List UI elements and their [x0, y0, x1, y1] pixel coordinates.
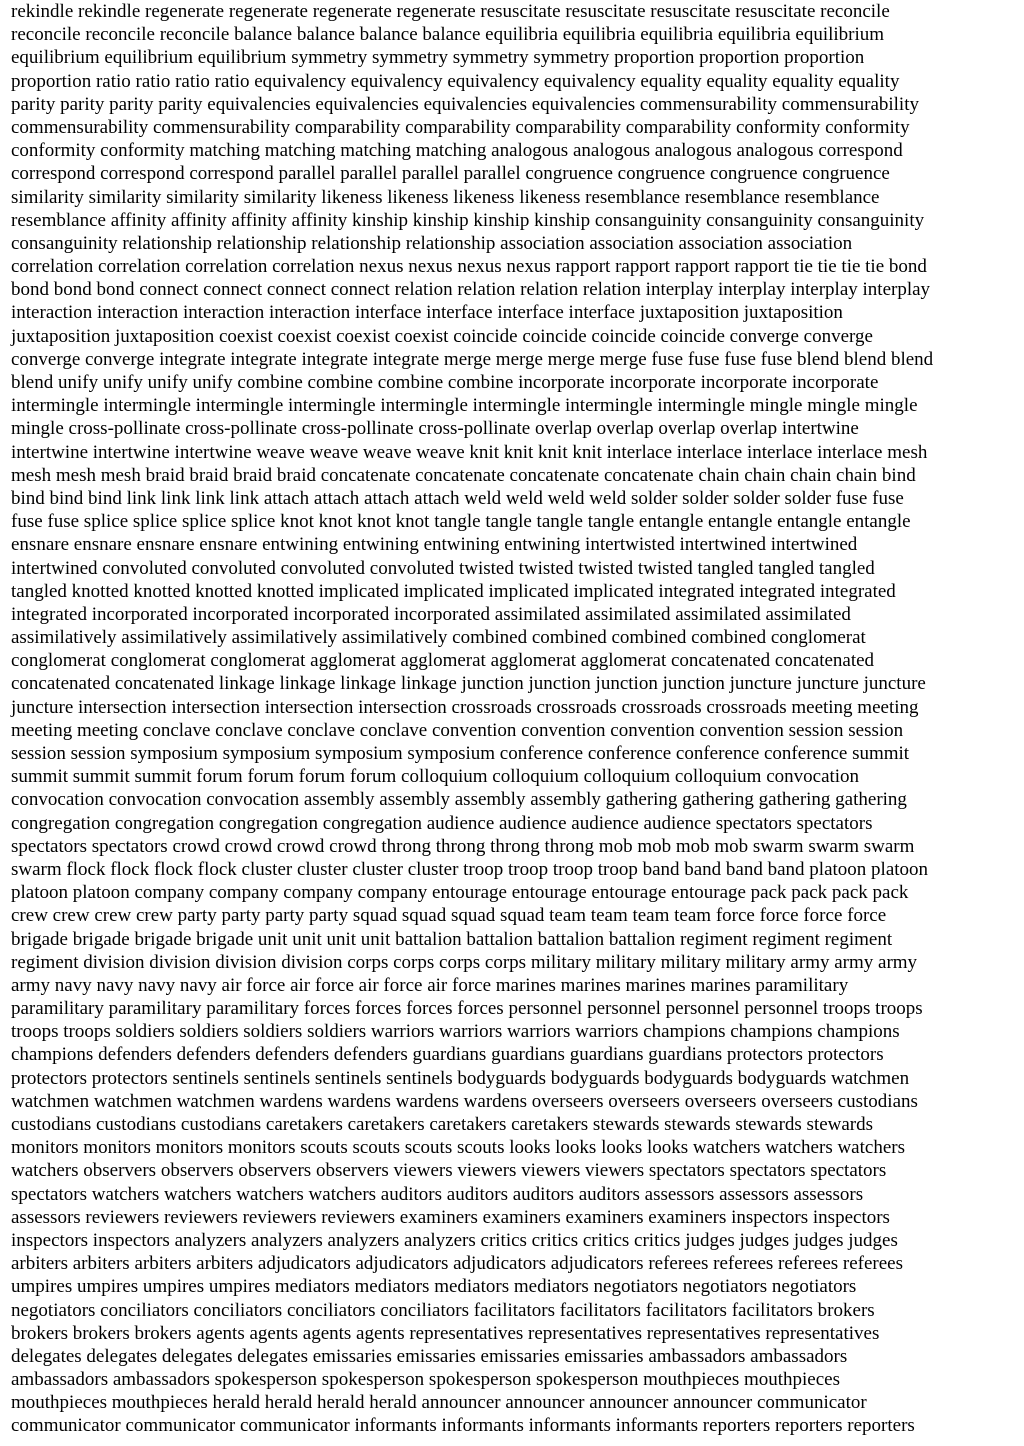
text-line: spectators spectators crowd crowd crowd crowd throng throng throng throng mob mob mob mob swarm swarm swarm — [11, 835, 915, 857]
text-line: crew crew crew crew party party party party squad squad squad squad team team team team force force force force — [11, 905, 887, 927]
text-line: summit summit summit forum forum forum forum colloquium colloquium colloquium colloquium convocation — [11, 766, 860, 788]
text-line: assessors reviewers reviewers reviewers reviewers examiners examiners examiners examiners inspectors inspectors — [11, 1206, 890, 1228]
text-line: bind bind bind link link link link attach attach attach attach weld weld weld weld solder solder solder solder fuse fuse — [11, 487, 904, 509]
text-line: integrated incorporated incorporated incorporated incorporated assimilated assimilated assimilated assimilated — [11, 603, 851, 625]
text-line: concatenated concatenated linkage linkage linkage linkage junction junction junction junction juncture juncture juncture — [11, 673, 926, 695]
text-line: equilibrium equilibrium equilibrium symmetry symmetry symmetry symmetry proportion proportion proportion — [11, 47, 865, 69]
text-line: interaction interaction interaction interaction interface interface interface interface juxtaposition juxtaposition — [11, 302, 843, 324]
text-line: mesh mesh mesh braid braid braid braid concatenate concatenate concatenate concatenate chain chain chain chain bind — [11, 464, 916, 486]
text-line: juxtaposition juxtaposition coexist coexist coexist coexist coincide coincide coincide coincide converge converge — [11, 325, 873, 347]
text-line: consanguinity relationship relationship relationship relationship association association association association — [11, 232, 853, 254]
text-line: arbiters arbiters arbiters arbiters adjudicators adjudicators adjudicators adjudicators referees referees referees referees — [11, 1253, 903, 1275]
text-line: paramilitary paramilitary paramilitary forces forces forces forces personnel personnel personnel personnel troops troops — [11, 998, 923, 1020]
text-line: parity parity parity parity equivalencies equivalencies equivalencies equivalencies commensurability commensurability — [11, 93, 919, 115]
text-line: umpires umpires umpires umpires mediators mediators mediators mediators negotiators negotiators negotiators — [11, 1276, 857, 1298]
text-line: blend unify unify unify unify combine combine combine combine incorporate incorporate incorporate incorporate — [11, 372, 879, 393]
text-line: watchers observers observers observers observers viewers viewers viewers viewers spectators spectators spectators — [11, 1160, 887, 1182]
text-line: platoon platoon company company company company entourage entourage entourage entourage pack pack pack pack — [11, 882, 909, 904]
text-line: inspectors inspectors analyzers analyzers analyzers analyzers critics critics critics critics judges judges judges judges — [11, 1229, 898, 1251]
text-line: watchmen watchmen watchmen wardens wardens wardens wardens overseers overseers overseers overseers custodians — [11, 1090, 918, 1112]
text-line: reconcile reconcile reconcile balance balance balance balance equilibria equilibria equilibria equilibria equilibrium — [11, 24, 885, 46]
text-line: champions defenders defenders defenders defenders guardians guardians guardians guardians protectors protectors — [11, 1044, 884, 1066]
text-line: ambassadors ambassadors spokesperson spokesperson spokesperson spokesperson mouthpieces mouthpieces — [11, 1369, 840, 1391]
text-line: negotiators conciliators conciliators conciliators conciliators facilitators facilitators facilitators facilitators brokers — [11, 1299, 875, 1321]
text-line: congregation congregation congregation congregation audience audience audience audience spectators spectators — [11, 812, 873, 834]
text-line: session session symposium symposium symposium symposium conference conference conference conference summit — [11, 743, 910, 764]
text-line: conglomerat conglomerat conglomerat agglomerat agglomerat agglomerat agglomerat concatenated concatenated — [11, 650, 875, 672]
text-line: tangled knotted knotted knotted knotted implicated implicated implicated implicated integrated integrated integrated — [11, 580, 896, 602]
text-line: bond bond bond connect connect connect connect relation relation relation relation interplay interplay interplay interplay — [11, 279, 931, 301]
text-line: brigade brigade brigade brigade unit unit unit unit battalion battalion battalion battalion regiment regiment regiment — [11, 928, 893, 950]
text-line: correlation correlation correlation correlation nexus nexus nexus nexus rapport rapport rapport rapport tie tie tie tie bond — [11, 256, 927, 278]
text-line: fuse fuse splice splice splice splice knot knot knot knot tangle tangle tangle tangle entangle entangle entangle entangle — [11, 511, 911, 533]
text-line: brokers brokers brokers agents agents agents agents representatives representatives representatives representatives — [11, 1322, 880, 1344]
text-line: spectators watchers watchers watchers watchers auditors auditors auditors auditors assessors assessors assessors — [11, 1183, 864, 1205]
text-line: custodians custodians custodians caretakers caretakers caretakers caretakers stewards stewards stewards stewards — [11, 1114, 874, 1135]
text-line: protectors protectors sentinels sentinels sentinels sentinels bodyguards bodyguards bodyguards bodyguards watchmen — [11, 1067, 910, 1089]
text-line: mingle cross-pollinate cross-pollinate cross-pollinate cross-pollinate overlap overlap overlap overlap intertwine — [11, 418, 859, 440]
text-line: communicator communicator communicator informants informants informants informants reporters reporters reporters — [11, 1415, 915, 1437]
text-line: commensurability commensurability comparability comparability comparability comparability conformity conformity — [11, 116, 910, 138]
text-line: troops troops soldiers soldiers soldiers soldiers warriors warriors warriors warriors champions champions champions — [11, 1021, 900, 1043]
text-line: regiment division division division division corps corps corps corps military military military military army army army — [11, 951, 918, 973]
text-line: assimilatively assimilatively assimilatively assimilatively combined combined combined combined conglomerat — [11, 627, 866, 649]
text-line: proportion ratio ratio ratio ratio equivalency equivalency equivalency equivalency equality equality equality equality — [11, 70, 900, 92]
text-line: intermingle intermingle intermingle intermingle intermingle intermingle intermingle intermingle mingle mingle mingle — [11, 395, 918, 417]
text-line: rekindle rekindle regenerate regenerate regenerate regenerate resuscitate resuscitate resuscitate resuscitate reconcile — [11, 1, 890, 22]
text-line: conformity conformity matching matching matching matching analogous analogous analogous analogous correspond — [11, 140, 903, 162]
text-line: mouthpieces mouthpieces herald herald herald herald announcer announcer announcer announcer communicator — [11, 1392, 867, 1414]
text-line: ensnare ensnare ensnare ensnare entwining entwining entwining entwining intertwisted intertwined intertwined — [11, 534, 858, 556]
text-line: intertwined convoluted convoluted convoluted convoluted twisted twisted twisted twisted tangled tangled tangled — [11, 557, 875, 579]
text-line: converge converge integrate integrate integrate integrate merge merge merge merge fuse fuse fuse fuse blend blend blend — [11, 348, 934, 370]
text-line: delegates delegates delegates delegates emissaries emissaries emissaries emissaries ambassadors ambassadors — [11, 1345, 848, 1367]
text-line: correspond correspond correspond parallel parallel parallel parallel congruence congruence congruence congruence — [11, 163, 890, 185]
text-line: army navy navy navy navy air force air force air force air force marines marines marines marines paramilitary — [11, 974, 849, 996]
text-line: swarm flock flock flock flock cluster cluster cluster cluster troop troop troop troop band band band band platoon platoon — [11, 858, 929, 880]
text-line: juncture intersection intersection intersection intersection crossroads crossroads crossroads crossroads meeting meeting — [11, 696, 919, 718]
text-line: intertwine intertwine intertwine weave weave weave weave knit knit knit knit interlace interlace interlace interlace mesh — [11, 441, 928, 463]
text-line: monitors monitors monitors monitors scouts scouts scouts scouts looks looks looks looks watchers watchers watchers — [11, 1137, 905, 1159]
text-line: convocation convocation convocation assembly assembly assembly assembly gathering gathering gathering gathering — [11, 789, 907, 811]
text-line: resemblance affinity affinity affinity affinity kinship kinship kinship kinship consanguinity consanguinity consanguinity — [11, 209, 925, 231]
text-line: similarity similarity similarity similarity likeness likeness likeness likeness resemblance resemblance resemblance — [11, 186, 880, 208]
body-text — [11, 0, 1015, 1438]
text-line: meeting meeting conclave conclave conclave conclave convention convention convention convention session session — [11, 719, 904, 741]
